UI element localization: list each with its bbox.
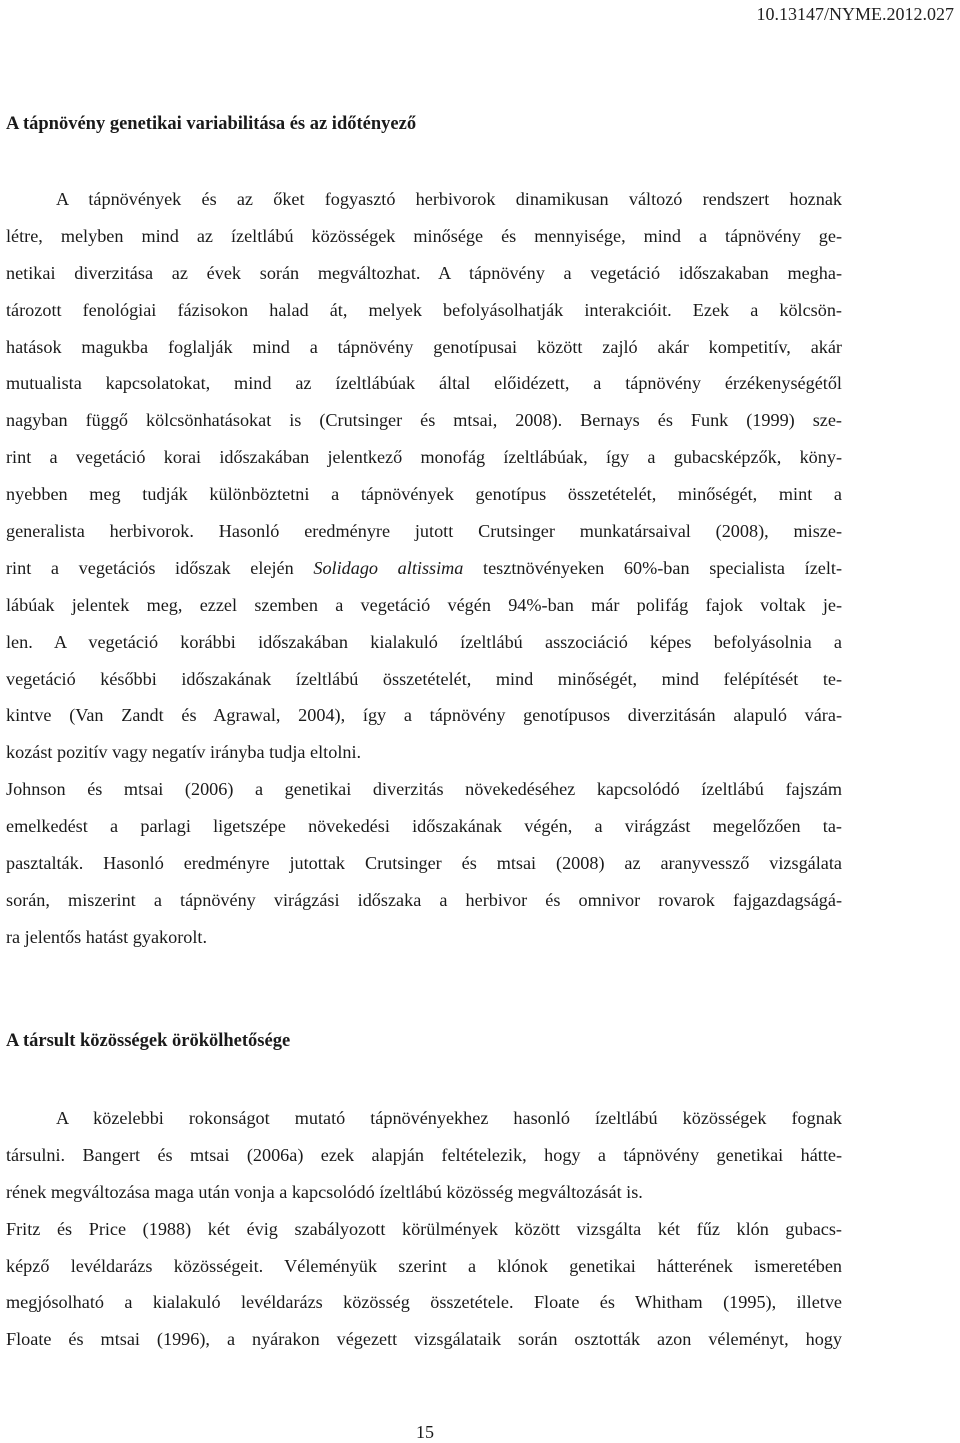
text-line: társulni. Bangert és mtsai (2006a) ezek alapján feltételezik, hogy a tápnövény genetikai hátte- bbox=[6, 1144, 842, 1165]
text-line: generalista herbivorok. Hasonló eredményre jutott Crutsinger munkatársaival (2008), misze- bbox=[6, 521, 842, 542]
text-line: Johnson és mtsai (2006) a genetikai diverzitás növekedéséhez kapcsolódó ízeltlábú fajszám bbox=[6, 779, 842, 800]
text-line: kintve (Van Zandt és Agrawal, 2004), így a tápnövény genotípusos diverzitásán alapuló vára- bbox=[6, 705, 842, 726]
section1-body bbox=[6, 181, 842, 956]
text-segment: rint a vegetációs időszak elején bbox=[6, 557, 314, 578]
text-line: A közelebbi rokonságot mutató tápnövényekhez hasonló ízeltlábú közösségek fognak bbox=[56, 1108, 842, 1128]
text-line: kozást pozitív vagy negatív irányba tudja eltolni. bbox=[6, 742, 362, 763]
text-line: rének megváltozása maga után vonja a kapcsolódó ízeltlábú közösség megváltozását is. bbox=[6, 1181, 643, 1202]
text-line: nagyban függő kölcsönhatásokat is (Crutsinger és mtsai, 2008). Bernays és Funk (1999) sze- bbox=[6, 410, 842, 431]
section-heading-genetic-variability: A tápnövény genetikai variabilitása és az időtényező bbox=[6, 114, 417, 134]
text-line: len. A vegetáció korábbi időszakában kialakuló ízeltlábú asszociáció képes befolyásolnia a bbox=[6, 631, 842, 652]
doi-header: 10.13147/NYME.2012.027 bbox=[756, 4, 954, 24]
text-line: Fritz és Price (1988) két évig szabályozott körülmények között vizsgálta két fűz klón gubacs- bbox=[6, 1218, 842, 1239]
text-line: megjósolható a kialakuló levéldarázs közösség összetétele. Floate és Whitham (1995), illetve bbox=[6, 1292, 842, 1313]
text-line: képző levéldarázs közösségeit. Véleményük szerint a klónok genetikai hátterének ismeretében bbox=[6, 1255, 842, 1276]
text-segment: tesztnövényeken 60%-ban specialista ízelt- bbox=[463, 557, 842, 578]
text-line: hatások magukba foglalják mind a tápnövény genotípusai között zajló akár kompetitív, akár bbox=[6, 336, 842, 357]
page-number: 15 bbox=[416, 1422, 434, 1442]
text-line: mutualista kapcsolatokat, mind az ízeltlábúak által előidézett, a tápnövény érzékenységétől bbox=[6, 373, 842, 394]
text-line: pasztalták. Hasonló eredményre jutottak Crutsinger és mtsai (2008) az aranyvessző vizsgálata bbox=[6, 853, 842, 874]
text-line: lábúak jelentek meg, ezzel szemben a vegetáció végén 94%-ban már polifág fajok voltak je- bbox=[6, 594, 842, 615]
text-line: ra jelentős hatást gyakorolt. bbox=[6, 926, 208, 947]
text-line: A tápnövények és az őket fogyasztó herbivorok dinamikusan változó rendszert hoznak bbox=[56, 189, 842, 209]
text-line-with-species-name bbox=[6, 550, 842, 587]
text-line: emelkedést a parlagi ligetszépe növekedési időszakának végén, a virágzást megelőzően ta- bbox=[6, 816, 842, 837]
section2-body bbox=[6, 1100, 842, 1358]
text-line: rint a vegetáció korai időszakában jelentkező monofág ízeltlábúak, így a gubacsképzők, köny- bbox=[6, 447, 842, 468]
section-heading-community-heritability: A társult közösségek örökölhetősége bbox=[6, 1031, 291, 1051]
text-line: Floate és mtsai (1996), a nyárakon végezett vizsgálataik során osztották azon véleményt, hogy bbox=[6, 1329, 842, 1350]
text-line: tározott fenológiai fázisokon halad át, melyek befolyásolhatják interakcióit. Ezek a kölcsön- bbox=[6, 299, 842, 320]
text-line: során, miszerint a tápnövény virágzási időszaka a herbivor és omnivor rovarok fajgazdagságá- bbox=[6, 889, 842, 910]
text-line: vegetáció későbbi időszakának ízeltlábú összetételét, mind minőségét, mind felépítését te- bbox=[6, 668, 842, 689]
text-line: létre, melyben mind az ízeltlábú közösségek minősége és mennyisége, mind a tápnövény ge- bbox=[6, 225, 842, 246]
species-name: Solidago altissima bbox=[313, 557, 464, 578]
text-line: nyebben meg tudják különböztetni a tápnövények genotípus összetételét, minőségét, mint a bbox=[6, 484, 842, 505]
text-line: netikai diverzitása az évek során megváltozhat. A tápnövény a vegetáció időszakaban megha- bbox=[6, 262, 842, 283]
